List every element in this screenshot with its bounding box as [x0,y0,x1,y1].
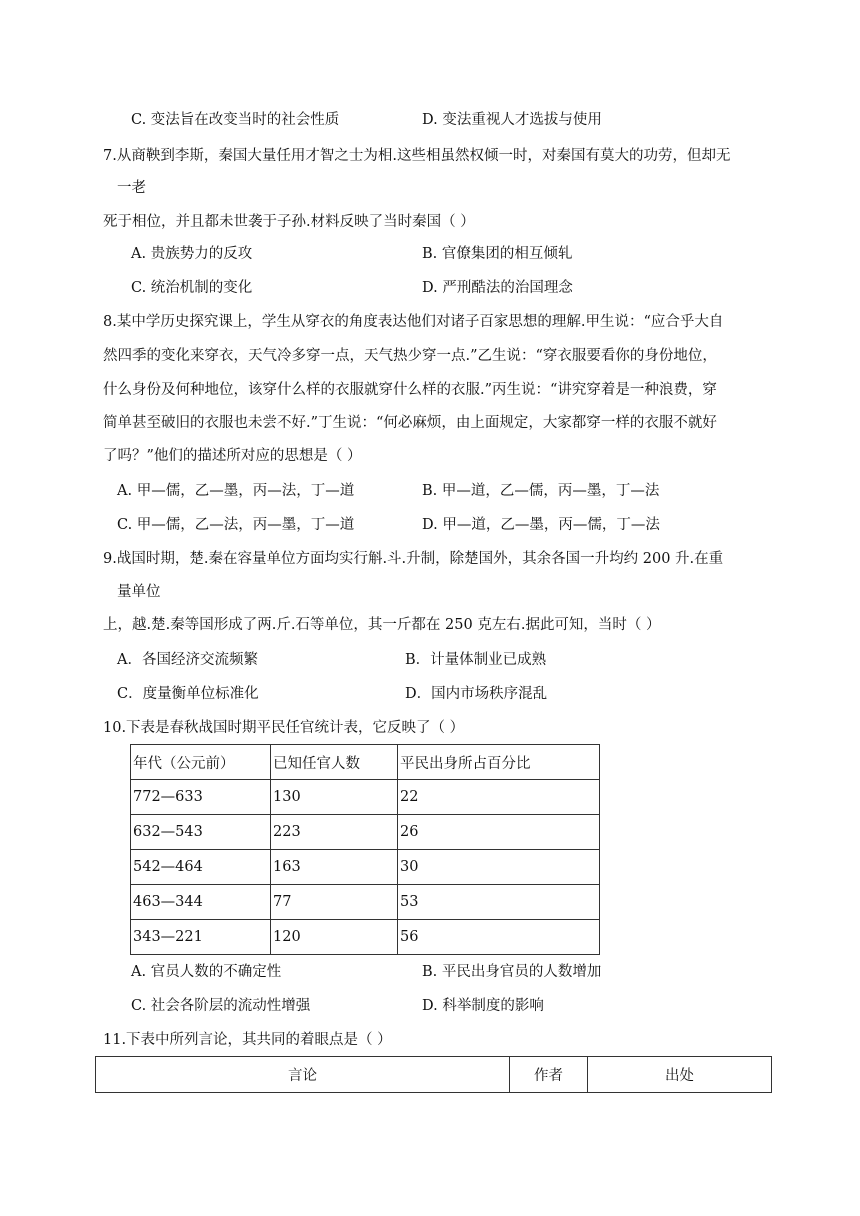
q10-table [130,744,600,955]
table-cell: 130 [271,780,398,815]
q9-stem-line2: 量单位 [117,584,161,600]
table-header-cell: 作者 [510,1057,588,1093]
q9-option-b: B．计量体制业已成熟 [405,652,547,668]
q7-option-a: A. 贵族势力的反攻 [131,246,253,262]
table-cell: 53 [398,885,600,920]
q9-stem-line3: 上，越.楚.秦等国形成了两.斤.石等单位，其一斤都在 250 克左右.据此可知，当时（ ） [103,617,661,633]
q9-option-a: A．各国经济交流频繁 [117,652,258,668]
q8-stem-line4: 简单甚至破旧的衣服也未尝不好.”丁生说：“何必麻烦，由上面规定，大家都穿一样的衣服不就好 [103,415,717,431]
q10-option-c: C. 社会各阶层的流动性增强 [131,998,311,1014]
table-cell: 120 [271,920,398,955]
table-row [131,815,600,850]
q8-stem-line5: 了吗？”他们的描述所对应的思想是（ ） [103,448,362,464]
q7-option-d: D. 严刑酷法的治国理念 [422,280,573,296]
table-cell: 632—543 [131,815,271,850]
table-header-row [96,1057,772,1093]
q11-table [95,1056,772,1093]
table-header-row [131,745,600,780]
table-cell: 542—464 [131,850,271,885]
table-header-cell: 言论 [96,1057,510,1093]
table-header-cell: 已知任官人数 [271,745,398,780]
table-header-cell: 年代（公元前） [131,745,271,780]
table-cell: 463—344 [131,885,271,920]
q7-stem-line3: 死于相位，并且都未世袭于子孙.材料反映了当时秦国（ ） [103,214,475,230]
table-row [131,780,600,815]
q7-stem-line2: 一老 [117,180,146,196]
q8-option-a: A. 甲—儒，乙—墨，丙—法，丁—道 [117,483,355,499]
q10-option-b: B. 平民出身官员的人数增加 [422,964,602,980]
table-cell: 26 [398,815,600,850]
q9-stem-line1: 9.战国时期，楚.秦在容量单位方面均实行斛.斗.升制，除楚国外，其余各国一升均约 200 升.在重 [103,551,724,567]
q7-stem-line1: 7.从商鞅到李斯，秦国大量任用才智之士为相.这些相虽然权倾一时，对秦国有莫大的功劳，但却无 [103,148,731,164]
table-header-cell: 出处 [588,1057,772,1093]
table-cell: 22 [398,780,600,815]
q7-option-b: B. 官僚集团的相互倾轧 [422,246,573,262]
q8-option-b: B. 甲—道，乙—儒，丙—墨，丁—法 [422,483,660,499]
q6-option-d: D. 变法重视人才选拔与使用 [422,112,602,128]
q10-option-d: D. 科举制度的影响 [422,998,544,1014]
table-row [131,885,600,920]
table-cell: 77 [271,885,398,920]
table-cell: 56 [398,920,600,955]
q8-stem-line1: 8.某中学历史探究课上，学生从穿衣的角度表达他们对诸子百家思想的理解.甲生说：“应合乎大自 [103,314,724,330]
table-cell: 30 [398,850,600,885]
q6-option-c: C. 变法旨在改变当时的社会性质 [131,112,340,128]
q9-option-c: C．度量衡单位标准化 [117,686,259,702]
q10-stem: 10.下表是春秋战国时期平民任官统计表，它反映了（ ） [103,720,465,736]
q8-option-c: C. 甲—儒，乙—法，丙—墨，丁—道 [117,517,355,533]
q8-stem-line3: 什么身份及何种地位，该穿什么样的衣服就穿什么样的衣服.”丙生说：“讲究穿着是一种浪费，穿 [103,382,717,398]
table-cell: 163 [271,850,398,885]
table-cell: 772—633 [131,780,271,815]
q8-option-d: D. 甲—道，乙—墨，丙—儒，丁—法 [422,517,660,533]
table-header-cell: 平民出身所占百分比 [398,745,600,780]
table-row [131,850,600,885]
q9-option-d: D．国内市场秩序混乱 [405,686,548,702]
table-cell: 343—221 [131,920,271,955]
q8-stem-line2: 然四季的变化来穿衣，天气冷多穿一点，天气热少穿一点.”乙生说：“穿衣服要看你的身份地位， [103,348,717,364]
table-cell: 223 [271,815,398,850]
table-row [131,920,600,955]
q7-option-c: C. 统治机制的变化 [131,280,253,296]
q10-option-a: A. 官员人数的不确定性 [131,964,282,980]
q11-stem: 11.下表中所列言论，其共同的着眼点是（ ） [103,1032,392,1048]
